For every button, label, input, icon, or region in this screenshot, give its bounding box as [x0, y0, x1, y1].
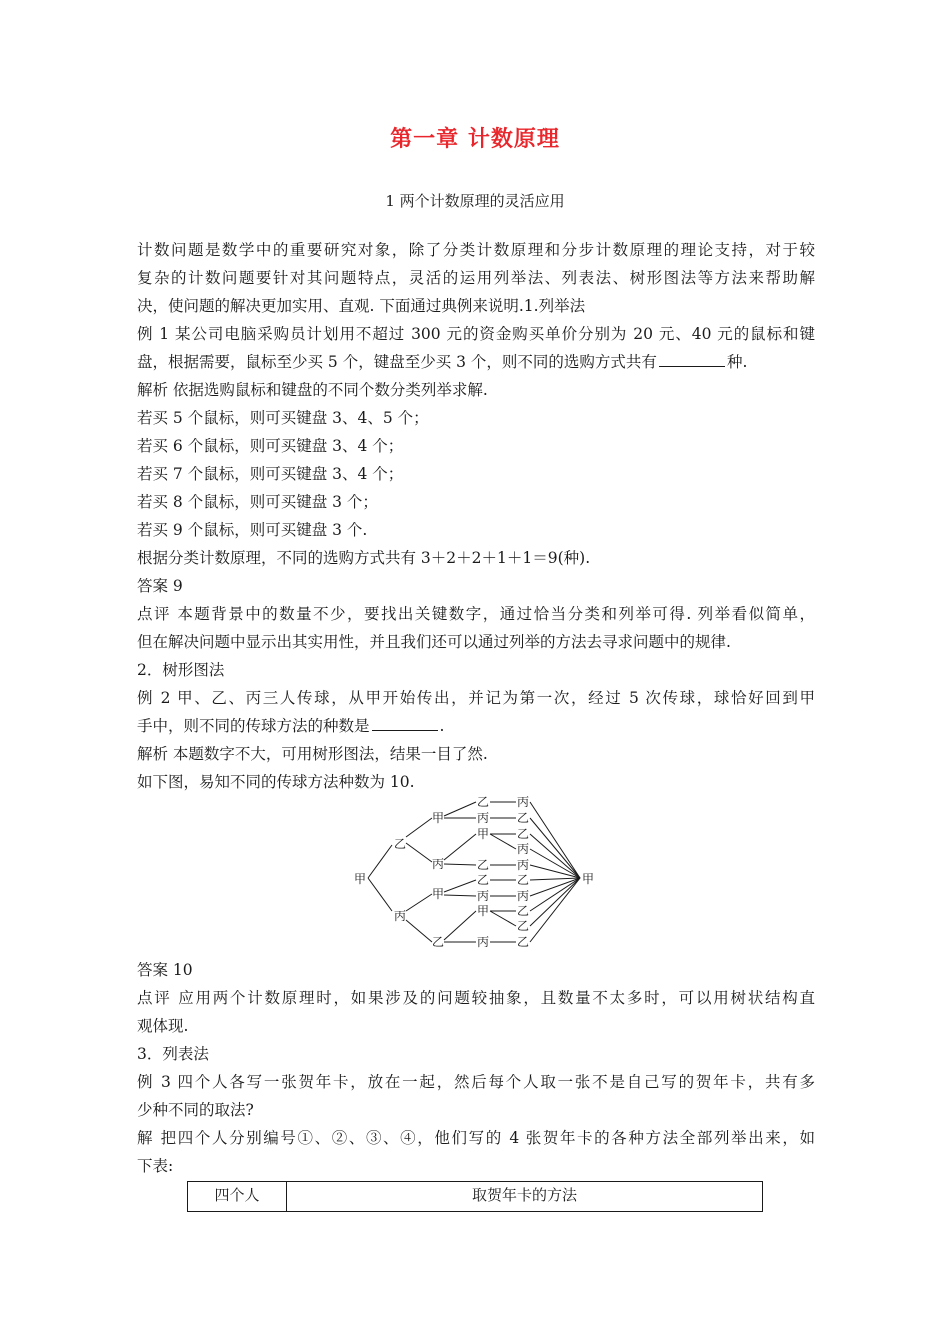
case-line: 若买 7 个鼠标，则可买键盘 3、4 个；	[137, 465, 404, 483]
example1-line	[137, 350, 747, 372]
tree-node: 丙	[477, 811, 490, 825]
conclusion: 根据分类计数原理，不同的选购方式共有 3＋2＋2＋1＋1＝9(种).	[137, 549, 591, 567]
example3-line: 少种不同的取法?	[137, 1101, 254, 1119]
case-line: 若买 6 个鼠标，则可买键盘 3、4 个；	[137, 437, 404, 455]
tree-end: 甲	[582, 872, 595, 886]
tree-node: 丙	[517, 858, 530, 872]
tree-node: 乙	[517, 873, 530, 887]
figure-intro: 如下图，易知不同的传球方法种数为 10.	[137, 773, 415, 791]
answer: 答案 9	[137, 577, 183, 595]
solution-line: 解 把四个人分别编号①、②、③、④，他们写的 4 张贺年卡的各种方法全部列举出来，如	[137, 1129, 815, 1147]
tree-node: 乙	[517, 904, 530, 918]
answer-blank[interactable]	[659, 352, 725, 367]
tree-node: 丙	[394, 909, 407, 923]
example1-text: 种.	[726, 353, 748, 371]
intro-line: 复杂的计数问题要针对其问题特点，灵活的运用列举法、列表法、树形图法等方法来帮助解	[137, 269, 815, 287]
tree-node: 乙	[477, 795, 490, 809]
tree-node: 甲	[477, 904, 490, 918]
section-title: 1 两个计数原理的灵活应用	[385, 192, 565, 210]
table-header-people: 四个人	[188, 1182, 287, 1211]
tree-node: 丙	[477, 889, 490, 903]
tree-node: 乙	[517, 919, 530, 933]
example1-text: 盘，根据需要，鼠标至少买 5 个，键盘至少买 3 个，则不同的选购方式共有	[137, 353, 657, 371]
tree-node: 丙	[517, 889, 530, 903]
tree-node: 乙	[477, 858, 490, 872]
comment-line: 点评 本题背景中的数量不少，要找出关键数字，通过恰当分类和列举可得. 列举看似简单，	[137, 605, 815, 623]
example2-line: 例 2 甲、乙、丙三人传球，从甲开始传出，并记为第一次，经过 5 次传球，球恰好回到甲	[137, 689, 815, 707]
comment-line: 观体现.	[137, 1017, 189, 1035]
method-title: 3．列表法	[137, 1045, 209, 1063]
case-line: 若买 5 个鼠标，则可买键盘 3、4、5 个；	[137, 409, 429, 427]
case-line: 若买 9 个鼠标，则可买键盘 3 个.	[137, 521, 368, 539]
tree-node: 乙	[432, 935, 445, 949]
chapter-title: 第一章 计数原理	[390, 126, 560, 152]
tree-node: 丙	[477, 935, 490, 949]
tree-node: 乙	[477, 873, 490, 887]
example1-line: 例 1 某公司电脑采购员计划用不超过 300 元的资金购买单价分别为 20 元、40 元的鼠标和键	[137, 325, 815, 343]
example1-analysis: 解析 依据选购鼠标和键盘的不同个数分类列举求解.	[137, 381, 488, 399]
tree-node: 丙	[517, 795, 530, 809]
comment-line: 但在解决问题中显示出其实用性，并且我们还可以通过列举的方法去寻求问题中的规律.	[137, 633, 731, 651]
tree-node: 乙	[517, 935, 530, 949]
table-header-methods: 取贺年卡的方法	[471, 1186, 577, 1204]
solution-line: 下表:	[137, 1157, 174, 1175]
method-title: 2．树形图法	[137, 661, 225, 679]
tree-node: 丙	[517, 842, 530, 856]
tree-node: 甲	[432, 887, 445, 901]
tree-root: 甲	[354, 872, 367, 886]
example2-text: 手中，则不同的传球方法的种数是	[137, 717, 370, 735]
tree-node: 乙	[394, 837, 407, 851]
tree-node: 乙	[517, 811, 530, 825]
case-line: 若买 8 个鼠标，则可买键盘 3 个；	[137, 493, 378, 511]
comment-line: 点评 应用两个计数原理时，如果涉及的问题较抽象，且数量不太多时，可以用树状结构直	[137, 989, 815, 1007]
tree-node: 甲	[477, 827, 490, 841]
example2-line	[137, 714, 444, 736]
example2-text: .	[439, 717, 445, 735]
example3-line: 例 3 四个人各写一张贺年卡，放在一起，然后每个人取一张不是自己写的贺年卡，共有多	[137, 1073, 815, 1091]
tree-diagram	[340, 790, 610, 955]
answer-blank[interactable]	[372, 716, 438, 731]
intro-line: 决，使问题的解决更加实用、直观. 下面通过典例来说明.1.列举法	[137, 297, 586, 315]
card-table	[187, 1181, 763, 1212]
intro-line: 计数问题是数学中的重要研究对象，除了分类计数原理和分步计数原理的理论支持，对于较	[137, 241, 815, 259]
tree-node: 丙	[432, 857, 445, 871]
example2-analysis: 解析 本题数字不大，可用树形图法，结果一目了然.	[137, 745, 488, 763]
answer: 答案 10	[137, 961, 193, 979]
tree-node: 甲	[432, 811, 445, 825]
tree-node: 乙	[517, 827, 530, 841]
